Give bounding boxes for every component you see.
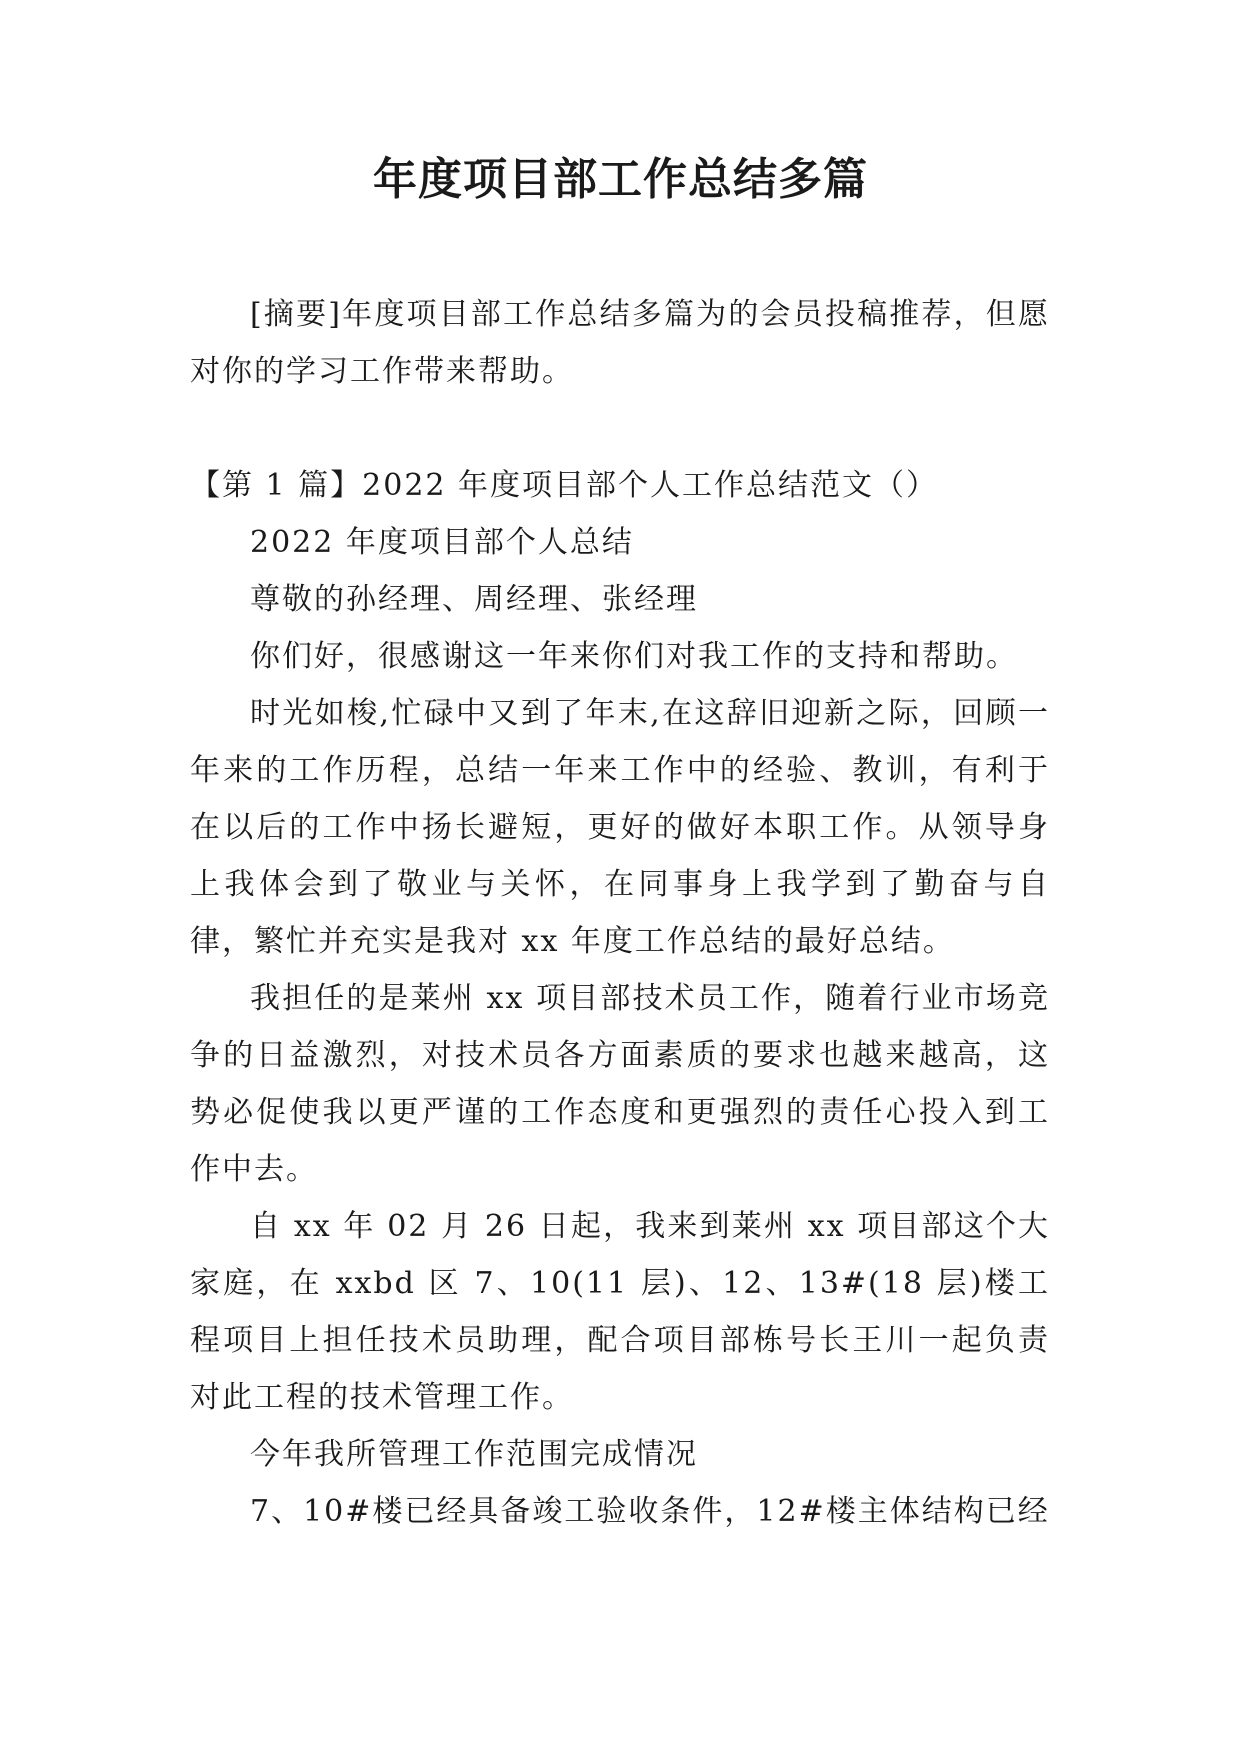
abstract-paragraph: [摘要]年度项目部工作总结多篇为的会员投稿推荐，但愿对你的学习工作带来帮助。 bbox=[190, 297, 1050, 389]
section-heading: 【第 1 篇】2022 年度项目部个人工作总结范文（） bbox=[190, 468, 939, 503]
paragraph-body: 7、10#楼已经具备竣工验收条件，12#楼主体结构已经 bbox=[250, 1494, 1050, 1529]
spacer bbox=[190, 400, 1050, 457]
paragraph-body: 时光如梭,忙碌中又到了年末,在这辞旧迎新之际，回顾一年来的工作历程，总结一年来工作中的经验、教训，有利于在以后的工作中扬长避短，更好的做好本职工作。从领导身上我体会到了敬业与关怀，在同事身上我学到了勤奋与自律，繁忙并充实是我对 xx 年度工作总结的最好总结。 bbox=[190, 696, 1050, 959]
paragraph-greeting: 你们好，很感谢这一年来你们对我工作的支持和帮助。 bbox=[250, 639, 1018, 674]
document-title: 年度项目部工作总结多篇 bbox=[373, 154, 868, 205]
document-body bbox=[190, 286, 1050, 1540]
paragraph-subtitle: 2022 年度项目部个人总结 bbox=[250, 525, 634, 560]
paragraph-subheading: 今年我所管理工作范围完成情况 bbox=[250, 1437, 698, 1472]
paragraph-body: 我担任的是莱州 xx 项目部技术员工作，随着行业市场竞争的日益激烈，对技术员各方面素质的要求也越来越高，这势必促使我以更严谨的工作态度和更强烈的责任心投入到工作中去。 bbox=[190, 981, 1050, 1187]
paragraph-body: 自 xx 年 02 月 26 日起，我来到莱州 xx 项目部这个大家庭，在 xxbd 区 7、10(11 层)、12、13#(18 层)楼工程项目上担任技术员助理，配合项目部栋号长王川一起负责对此工程的技术管理工作。 bbox=[190, 1209, 1050, 1415]
paragraph-salutation: 尊敬的孙经理、周经理、张经理 bbox=[250, 582, 698, 617]
